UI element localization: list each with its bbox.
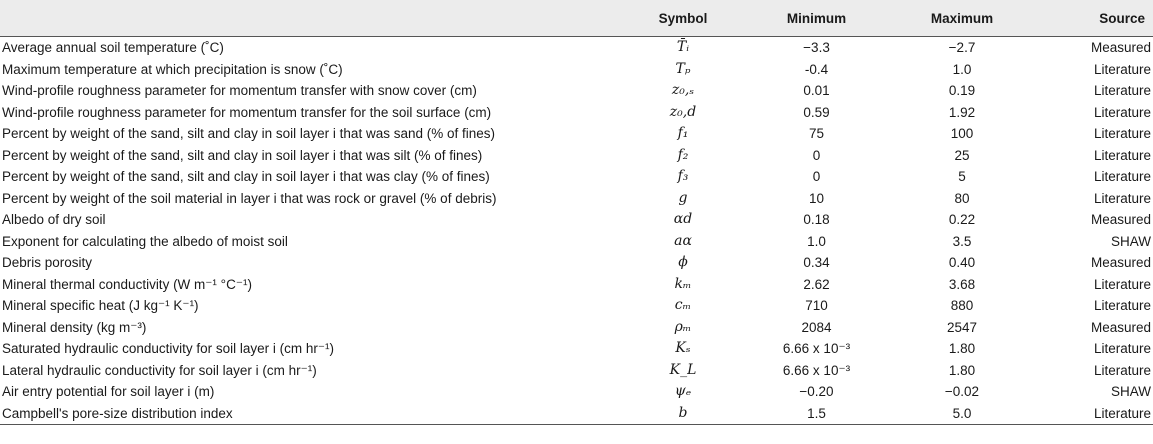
header-source: Source (1035, 0, 1153, 37)
cell-source: Literature (1093, 362, 1151, 378)
table-row (0, 145, 1153, 167)
cell-minimum: -0.4 (804, 61, 829, 77)
cell-parameter: Air entry potential for soil layer i (m) (2, 384, 215, 399)
table-row (0, 295, 1153, 317)
cell-source: Literature (1093, 126, 1151, 141)
cell-symbol: z₀,ₛ (671, 82, 695, 98)
cell-symbol: f₂ (677, 146, 689, 163)
cell-parameter: Wind-profile roughness parameter for momentum transfer for the soil surface (cm) (2, 104, 492, 120)
cell-minimum: 6.66 x 10⁻³ (782, 341, 851, 356)
cell-symbol: aα (674, 232, 692, 249)
cell-minimum: 1.5 (744, 403, 889, 425)
cell-minimum: 75 (808, 126, 825, 141)
cell-symbol: Tₚ (675, 60, 691, 77)
table-row (0, 166, 1153, 188)
header-symbol: Symbol (622, 0, 744, 37)
cell-source: Literature (1093, 61, 1151, 77)
cell-source: Literature (1093, 190, 1151, 206)
cell-minimum: 2.62 (803, 276, 830, 292)
cell-parameter: Lateral hydraulic conductivity for soil layer i (cm hr⁻¹) (2, 362, 317, 378)
cell-parameter: Maximum temperature at which precipitation is snow (˚C) (2, 61, 343, 77)
table-row (0, 360, 1153, 382)
table-row (0, 317, 1153, 339)
cell-source: SHAW (1111, 384, 1151, 399)
table-header (0, 0, 1153, 37)
cell-parameter: Wind-profile roughness parameter for momentum transfer with snow cover (cm) (2, 83, 477, 98)
cell-parameter: Percent by weight of the sand, silt and clay in soil layer i that was sand (% of fines) (2, 126, 495, 141)
cell-minimum: 10 (808, 190, 825, 206)
cell-symbol: kₘ (674, 275, 692, 292)
cell-maximum: 0.22 (948, 212, 976, 227)
cell-maximum: 80 (954, 190, 970, 206)
cell-symbol: ϕ (678, 254, 688, 270)
cell-maximum: 100 (950, 126, 974, 141)
table-row (0, 59, 1153, 81)
cell-symbol: Kₛ (675, 340, 691, 356)
cell-parameter: Mineral density (kg m⁻³) (2, 319, 147, 335)
cell-symbol: ρₘ (674, 318, 692, 335)
cell-source: Measured (1090, 212, 1151, 227)
cell-maximum: 5.0 (889, 403, 1035, 425)
header-row (0, 0, 1153, 37)
cell-maximum: 3.5 (952, 233, 972, 249)
table-row (0, 403, 1153, 425)
table-row (0, 231, 1153, 253)
cell-minimum: 6.66 x 10⁻³ (782, 362, 851, 378)
cell-maximum: 1.92 (948, 104, 976, 120)
table-row (0, 381, 1153, 403)
cell-parameter: Mineral thermal conductivity (W m⁻¹ °C⁻¹) (2, 276, 252, 292)
cell-parameter: Percent by weight of the soil material in layer i that was rock or gravel (% of debris) (2, 190, 497, 206)
cell-maximum: 2547 (946, 319, 978, 335)
cell-maximum: −0.02 (944, 384, 980, 399)
cell-source: Measured (1090, 319, 1151, 335)
cell-source: SHAW (1111, 233, 1151, 249)
cell-minimum: 0 (812, 169, 821, 184)
cell-symbol: ψₑ (674, 383, 692, 399)
cell-parameter: Average annual soil temperature (˚C) (2, 40, 224, 55)
table-row (0, 188, 1153, 210)
cell-minimum: 0.59 (803, 104, 830, 120)
cell-parameter: Debris porosity (2, 255, 93, 270)
cell-source: Literature (1093, 298, 1151, 313)
cell-parameter: Exponent for calculating the albedo of moist soil (2, 233, 288, 249)
cell-symbol: f₁ (677, 125, 689, 141)
cell-maximum: 1.80 (948, 341, 976, 356)
cell-symbol: K_L (669, 361, 697, 378)
cell-maximum: 880 (950, 298, 974, 313)
cell-parameter: Mineral specific heat (J kg⁻¹ K⁻¹) (2, 298, 199, 313)
cell-minimum: 710 (805, 298, 828, 313)
cell-maximum: 25 (954, 147, 970, 163)
cell-minimum: −0.20 (799, 384, 834, 399)
cell-source: Measured (1090, 40, 1151, 55)
header-minimum: Minimum (744, 0, 889, 37)
cell-symbol: g (678, 189, 688, 206)
cell-source: Literature (1093, 341, 1151, 356)
cell-minimum: 2084 (801, 319, 832, 335)
cell-parameter: Campbell's pore-size distribution index (0, 403, 622, 425)
cell-minimum: 0.18 (803, 212, 830, 227)
cell-minimum: 0.34 (803, 255, 830, 270)
table-body (0, 37, 1153, 425)
table-row (0, 274, 1153, 296)
table-row (0, 102, 1153, 124)
cell-source: Literature (1093, 104, 1151, 120)
cell-symbol: b (622, 403, 744, 425)
cell-parameter: Percent by weight of the sand, silt and clay in soil layer i that was silt (% of fines) (2, 147, 483, 163)
table-row (0, 209, 1153, 231)
cell-parameter: Saturated hydraulic conductivity for soil layer i (cm hr⁻¹) (2, 341, 334, 356)
cell-maximum: 3.68 (948, 276, 976, 292)
header-parameter (0, 0, 622, 37)
table-row (0, 80, 1153, 102)
cell-minimum: 0 (812, 147, 821, 163)
cell-maximum: 5 (958, 169, 966, 184)
table-row (0, 338, 1153, 360)
cell-minimum: −3.3 (803, 40, 830, 55)
cell-maximum: 0.40 (948, 255, 976, 270)
cell-maximum: −2.7 (948, 40, 976, 55)
table-row (0, 37, 1153, 59)
cell-symbol: cₘ (674, 297, 692, 313)
cell-maximum: 1.80 (948, 362, 976, 378)
cell-symbol: z₀,d (669, 103, 697, 120)
table-row (0, 252, 1153, 274)
header-maximum: Maximum (889, 0, 1035, 37)
cell-minimum: 1.0 (807, 233, 826, 249)
cell-source: Literature (1093, 147, 1151, 163)
cell-source: Literature (1093, 276, 1151, 292)
table-row (0, 123, 1153, 145)
cell-symbol: T̄ᵢ (676, 39, 690, 55)
cell-maximum: 0.19 (948, 83, 976, 98)
cell-parameter: Albedo of dry soil (2, 212, 106, 227)
cell-maximum: 1.0 (952, 61, 972, 77)
cell-source: Literature (1093, 169, 1151, 184)
cell-source: Literature (1035, 403, 1153, 425)
cell-parameter: Percent by weight of the sand, silt and clay in soil layer i that was clay (% of fines) (2, 169, 490, 184)
cell-source: Literature (1093, 83, 1151, 98)
cell-minimum: 0.01 (803, 83, 830, 98)
cell-symbol: f₃ (677, 168, 689, 184)
cell-source: Measured (1090, 255, 1151, 270)
cell-symbol: αd (673, 211, 693, 227)
